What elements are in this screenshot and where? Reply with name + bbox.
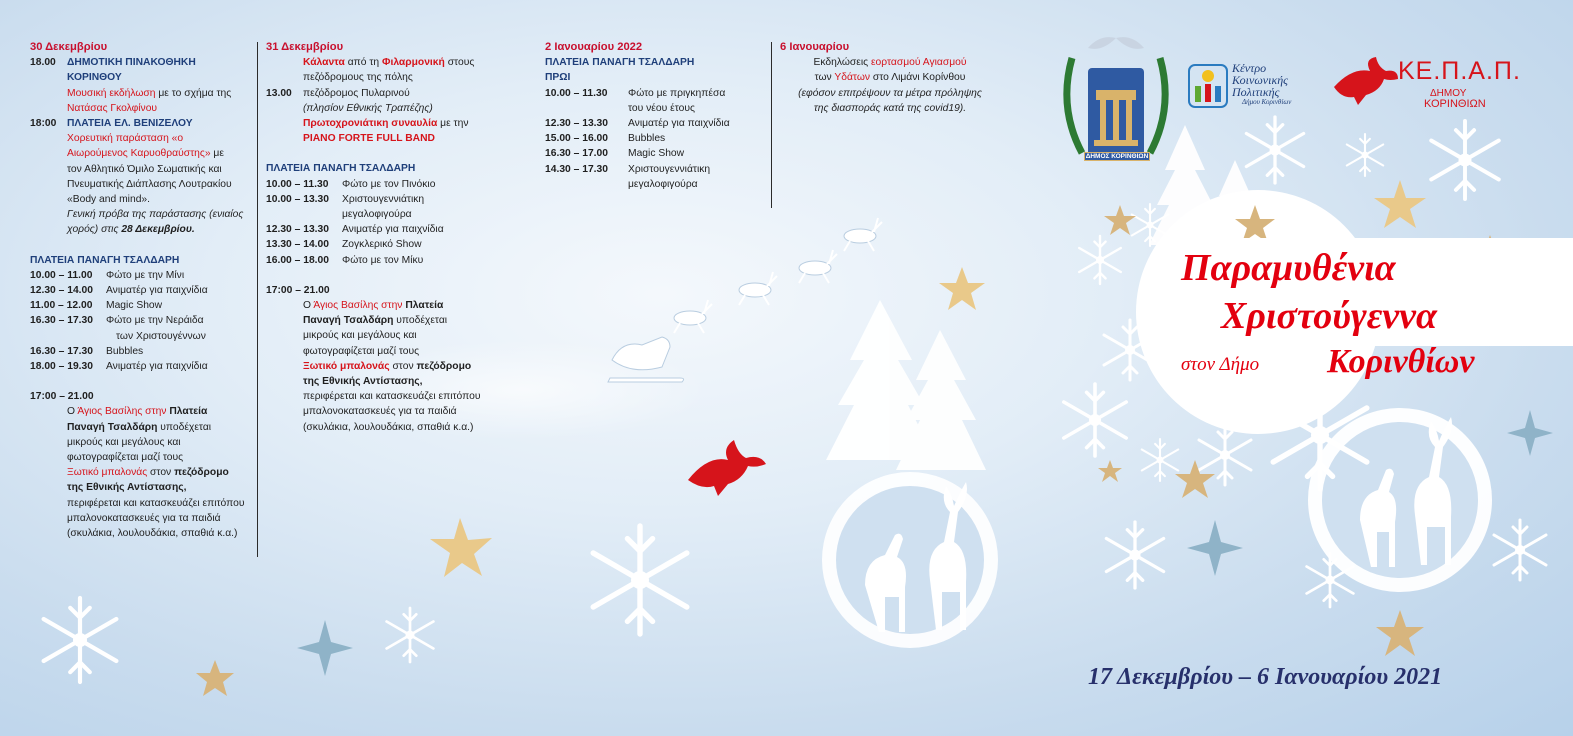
santa-name: Άγιος Βασίλης <box>77 406 143 418</box>
slot-time <box>545 101 628 116</box>
event-text: μπαλονοκατασκευές για τα παιδιά <box>67 512 221 524</box>
place-name: πεζόδρομο <box>416 360 472 372</box>
square-heading: ΠΛΑΤΕΙΑ ΠΑΝΑΓΗ ΤΣΑΛΔΑΡΗ <box>266 163 416 175</box>
event-note-date: 28 Δεκεμβρίου. <box>121 224 195 236</box>
slot-time: 10.00 – 11.30 <box>545 87 608 99</box>
event-text: υποδέχεται <box>157 421 212 433</box>
event-time: 13.00 <box>266 87 292 99</box>
slot-time <box>266 207 342 222</box>
schedule-column-jan6 <box>780 40 1000 116</box>
social-policy-logo <box>1188 62 1318 118</box>
event-text: στον <box>389 360 417 372</box>
event-text: Πνευματικής Διάπλασης Λουτρακίου <box>67 178 232 190</box>
slot-time: 10.00 – 13.30 <box>266 193 329 205</box>
date-heading: 6 Ιανουαρίου <box>780 41 850 53</box>
event-location: ΠΛΑΤΕΙΑ ΕΛ. ΒΕΝΙΖΕΛΟΥ <box>67 118 193 130</box>
slot-activity: των Χριστουγέννων <box>116 330 206 342</box>
slot-time: 16.30 – 17.00 <box>545 148 608 160</box>
event-time: 18.00 <box>30 57 56 69</box>
event-text: με την <box>437 118 469 130</box>
slot-activity: Φώτο με πριγκηπέσα <box>628 87 726 99</box>
slot-time: 14.30 – 17.30 <box>545 163 608 175</box>
slot-activity: Ανιματέρ για παιχνίδια <box>628 118 730 130</box>
event-highlight: Πρωτοχρονιάτικη συναυλία <box>303 118 438 130</box>
event-text: των <box>814 72 835 84</box>
reindeer-sleigh <box>608 218 882 382</box>
event-text: πεζόδρομους της πόλης <box>303 72 413 84</box>
kepap-sub-2: ΚΟΡΙΝΘΙΩΝ <box>1424 98 1486 110</box>
evening-time: 17:00 – 21.00 <box>30 391 94 403</box>
slot-activity: Φώτο με τον Πινόκιο <box>342 178 436 190</box>
slot-time: 16.30 – 17.30 <box>30 315 93 327</box>
slot-activity: Magic Show <box>106 300 163 312</box>
event-note: χορός) στις <box>67 224 122 236</box>
slot-activity: μεγαλοφιγούρα <box>628 178 698 190</box>
title-line-2: Χριστούγεννα <box>1221 295 1438 337</box>
slot-activity: Ανιματέρ για παιχνίδια <box>106 361 208 373</box>
square-heading: ΠΛΑΤΕΙΑ ΠΑΝΑΓΗ ΤΣΑΛΔΑΡΗ <box>545 57 695 69</box>
pegasus-icon <box>1330 57 1400 107</box>
event-text: Εκδηλώσεις <box>813 57 871 69</box>
kkp-line-1: Κέντρο <box>1232 61 1267 75</box>
event-location: ΚΟΡΙΝΘΟΥ <box>67 72 122 84</box>
event-text: στην <box>378 300 406 312</box>
event-highlight: Φιλαρμονική <box>382 57 445 69</box>
place-name: πεζόδρομο <box>174 467 229 479</box>
slot-activity: Φώτο με τον Μίκυ <box>342 254 424 266</box>
slot-activity: μεγαλοφιγούρα <box>342 209 412 221</box>
event-text: (σκυλάκια, λουλουδάκια, σπαθιά κ.α.) <box>67 528 238 540</box>
event-text: στο Λιμάνι Κορίνθου <box>870 72 966 84</box>
santa-name: Άγιος Βασίλης <box>313 300 379 312</box>
slot-time <box>30 329 106 344</box>
kkp-line-4: Δήμου Κορινθίων <box>1242 98 1292 106</box>
place-name: Παναγή Τσαλδάρη <box>303 315 394 327</box>
slot-activity: Bubbles <box>628 133 666 145</box>
slot-time: 12.30 – 13.30 <box>266 224 329 236</box>
event-highlight: Χορευτική παράσταση «ο <box>67 133 184 145</box>
event-text: υποδέχεται <box>393 315 448 327</box>
event-highlight: εορτασμού Αγιασμού <box>870 57 967 69</box>
event-text: στους <box>444 57 475 69</box>
event-note: (εφόσον επιτρέψουν τα μέτρα πρόληψης <box>798 87 982 99</box>
place-name: Πλατεία <box>405 300 444 312</box>
column-separator <box>771 42 772 208</box>
event-text: περιφέρεται και κατασκευάζει επιτόπου <box>67 497 245 509</box>
evening-time: 17:00 – 21.00 <box>266 284 330 296</box>
event-text: μικρούς και μεγάλους και <box>67 436 181 448</box>
event-location: ΔΗΜΟΤΙΚΗ ΠΙΝΑΚΟΘΗΚΗ <box>67 57 196 69</box>
band-name: PIANO FORTE FULL BAND <box>303 133 435 145</box>
schedule-column-jan2 <box>545 40 765 192</box>
place-name: της Εθνικής Αντίστασης, <box>303 376 423 388</box>
event-time: 18:00 <box>30 118 57 130</box>
event-text: με <box>210 148 224 160</box>
slot-time: 10.00 – 11.00 <box>30 269 93 281</box>
column-separator <box>257 42 258 557</box>
slot-activity: Ζογκλερικό Show <box>342 239 422 251</box>
slot-time: 13.30 – 14.00 <box>266 239 329 251</box>
event-text: τον Αθλητικό Όμιλο Σωματικής και <box>67 163 222 175</box>
event-text: μπαλονοκατασκευές για τα παιδιά <box>303 406 457 418</box>
municipality-label: ΔΗΜΟΣ ΚΟΡΙΝΘΙΩΝ <box>1085 153 1149 160</box>
date-heading: 30 Δεκεμβρίου <box>30 41 108 53</box>
event-text: στον <box>147 467 175 479</box>
slot-time: 10.00 – 11.30 <box>266 178 329 190</box>
event-note: Γενική πρόβα της παράστασης (ενιαίος <box>67 209 244 221</box>
slot-activity: Ανιματέρ για παιχνίδια <box>342 224 444 236</box>
slot-time <box>545 177 628 192</box>
slot-time: 18.00 – 19.30 <box>30 361 93 373</box>
slot-activity: Χριστουγεννιάτικη <box>628 163 711 175</box>
event-text: πεζόδρομος Πυλαρινού <box>303 87 410 99</box>
schedule-column-dec30 <box>30 40 250 541</box>
event-note: (πλησίον Εθνικής Τραπέζης) <box>303 102 433 114</box>
kepap-logo <box>1330 55 1520 117</box>
event-highlight: Υδάτων <box>834 72 871 84</box>
slot-time: 12.30 – 14.00 <box>30 285 93 297</box>
event-highlight: Κάλαντα <box>303 57 345 69</box>
event-text: περιφέρεται και κατασκευάζει επιτόπου <box>303 391 481 403</box>
title-block <box>1165 238 1573 406</box>
event-highlight: Αιωρούμενος Καρυοθραύστης» <box>67 148 211 160</box>
place-name: Πλατεία <box>169 406 208 418</box>
event-text: στην <box>142 406 170 418</box>
slot-activity: Φώτο με την Μίνι <box>106 269 185 281</box>
event-text: μικρούς και μεγάλους και <box>303 330 417 342</box>
slot-activity: Ανιματέρ για παιχνίδια <box>106 285 208 297</box>
event-highlight: Μουσική εκδήλωση <box>67 87 156 99</box>
municipality-logo <box>1058 28 1174 178</box>
event-text: (σκυλάκια, λουλουδάκια, σπαθιά κ.α.) <box>303 421 474 433</box>
slot-activity: Bubbles <box>106 345 144 357</box>
social-policy-icon <box>1188 64 1228 108</box>
event-text: με το σχήμα της <box>155 87 232 99</box>
square-heading: ΠΛΑΤΕΙΑ ΠΑΝΑΓΗ ΤΣΑΛΔΑΡΗ <box>30 254 180 266</box>
slot-time: 15.00 – 16.00 <box>545 133 608 145</box>
slot-activity: Χριστουγεννιάτικη <box>342 193 425 205</box>
kepap-sub-1: ΔΗΜΟΥ <box>1430 88 1467 99</box>
event-highlight: Νατάσας Γκολφίνου <box>67 102 158 114</box>
date-heading: 31 Δεκεμβρίου <box>266 41 344 53</box>
kkp-line-3: Πολιτικής <box>1232 85 1280 99</box>
title-line-3-big: Κορινθίων <box>1327 343 1475 380</box>
pegasus-emblem <box>688 440 766 496</box>
event-text: φωτογραφίζεται μαζί τους <box>67 452 184 464</box>
slot-time: 12.30 – 13.30 <box>545 118 608 130</box>
kkp-line-2: Κοινωνικής <box>1232 73 1289 87</box>
schedule-column-dec31 <box>266 40 506 435</box>
event-text: «Body and mind». <box>67 194 151 206</box>
title-line-1: Παραμυθένια <box>1181 247 1396 289</box>
place-name: της Εθνικής Αντίστασης, <box>67 482 187 494</box>
slot-activity: Magic Show <box>628 148 685 160</box>
slot-time: 16.30 – 17.30 <box>30 345 93 357</box>
title-line-3-small: στον Δήμο <box>1181 354 1260 375</box>
balloon-elf: Ξωτικό μπαλονάς <box>67 467 148 479</box>
date-heading: 2 Ιανουαρίου 2022 <box>545 41 643 53</box>
place-name: Παναγή Τσαλδάρη <box>67 421 158 433</box>
slot-activity: του νέου έτους <box>628 102 695 114</box>
event-text: Ο <box>303 300 314 312</box>
event-text: φωτογραφίζεται μαζί τους <box>303 345 420 357</box>
event-note: της διασποράς κατά της covid19). <box>813 102 967 114</box>
event-period: 17 Δεκεμβρίου – 6 Ιανουαρίου 2021 <box>1088 664 1443 690</box>
event-text: Ο <box>67 406 78 418</box>
slot-time: 11.00 – 12.00 <box>30 300 93 312</box>
kepap-title: ΚΕ.Π.Α.Π. <box>1398 57 1521 85</box>
balloon-elf: Ξωτικό μπαλονάς <box>303 360 390 372</box>
time-of-day: ΠΡΩΙ <box>545 72 571 84</box>
slot-time: 16.00 – 18.00 <box>266 254 329 266</box>
slot-activity: Φώτο με την Νεράιδα <box>106 315 204 327</box>
deer-circle-inner <box>1322 422 1478 578</box>
event-text: από τη <box>344 57 382 69</box>
